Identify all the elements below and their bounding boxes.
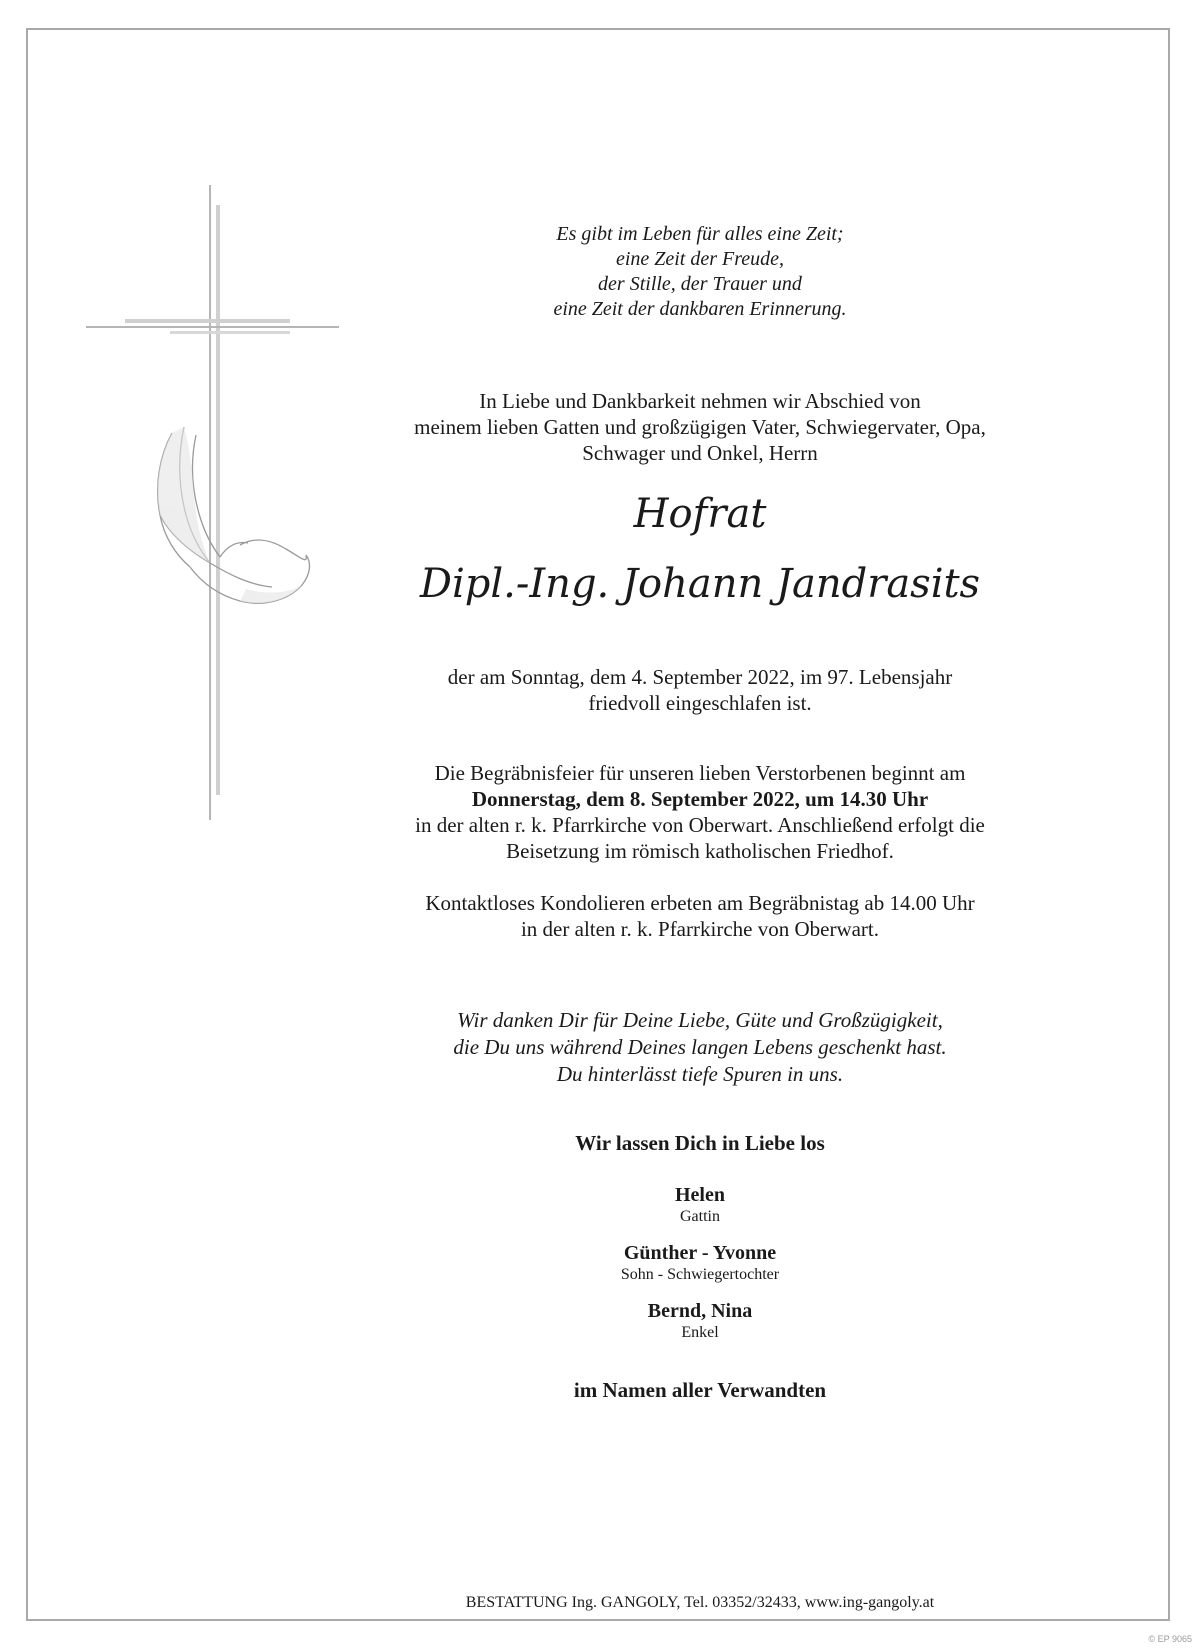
funeral-line: in der alten r. k. Pfarrkirche von Oberwart. Anschließend erfolgt die <box>415 813 985 837</box>
thanks-line: Du hinterlässt tiefe Spuren in uns. <box>556 1062 844 1086</box>
deceased-name: Dipl.-Ing. Johann Jandrasits <box>419 561 981 607</box>
motto-line: Es gibt im Leben für alles eine Zeit; <box>556 223 844 245</box>
condolence-info <box>330 890 1070 942</box>
condolence-line: in der alten r. k. Pfarrkirche von Oberwart. <box>520 917 880 941</box>
motto-line: eine Zeit der Freude, <box>615 248 785 270</box>
motto-line: eine Zeit der dankbaren Erinnerung. <box>553 298 847 320</box>
funeral-home-footer: BESTATTUNG Ing. GANGOLY, Tel. 03352/32433, www.ing-gangoly.at <box>465 1594 935 1611</box>
let-go-line <box>330 1130 1070 1156</box>
thanks <box>330 1007 1070 1088</box>
condolence-line: Kontaktloses Kondolieren erbeten am Begräbnistag ab 14.00 Uhr <box>425 891 975 915</box>
family-relation: Gattin <box>680 1208 720 1225</box>
funeral-date: Donnerstag, dem 8. September 2022, um 14.30 Uhr <box>471 787 929 811</box>
family-relation: Enkel <box>681 1324 719 1341</box>
print-code: © EP 9065 <box>1148 1634 1192 1644</box>
on-behalf <box>330 1377 1070 1403</box>
death-line: friedvoll eingeschlafen ist. <box>588 691 812 715</box>
death-notice <box>330 664 1070 716</box>
intro-line: meinem lieben Gatten und großzügigen Vater, Schwiegervater, Opa, <box>414 415 986 439</box>
intro-line: In Liebe und Dankbarkeit nehmen wir Abschied von <box>479 389 921 413</box>
intro-line: Schwager und Onkel, Herrn <box>582 441 818 465</box>
funeral-info <box>330 760 1070 864</box>
thanks-line: die Du uns während Deines langen Lebens geschenkt hast. <box>453 1035 947 1059</box>
deceased-title: Hofrat <box>633 491 767 537</box>
let-go-text: Wir lassen Dich in Liebe los <box>575 1131 825 1155</box>
family-name: Günther - Yvonne <box>623 1242 777 1264</box>
family-list <box>330 1183 1070 1357</box>
on-behalf-text: im Namen aller Verwandten <box>573 1378 827 1402</box>
death-line: der am Sonntag, dem 4. September 2022, im 97. Lebensjahr <box>447 665 953 689</box>
praying-hands-icon <box>150 425 320 610</box>
family-name: Helen <box>675 1184 725 1206</box>
funeral-line: Beisetzung im römisch katholischen Friedhof. <box>506 839 894 863</box>
family-relation: Sohn - Schwiegertochter <box>620 1266 780 1283</box>
funeral-line: Die Begräbnisfeier für unseren lieben Verstorbenen beginnt am <box>434 761 966 785</box>
motto-line: der Stille, der Trauer und <box>598 273 802 295</box>
family-name: Bernd, Nina <box>647 1300 753 1322</box>
intro <box>330 388 1070 466</box>
thanks-line: Wir danken Dir für Deine Liebe, Güte und Großzügigkeit, <box>457 1008 943 1032</box>
motto <box>330 222 1070 322</box>
